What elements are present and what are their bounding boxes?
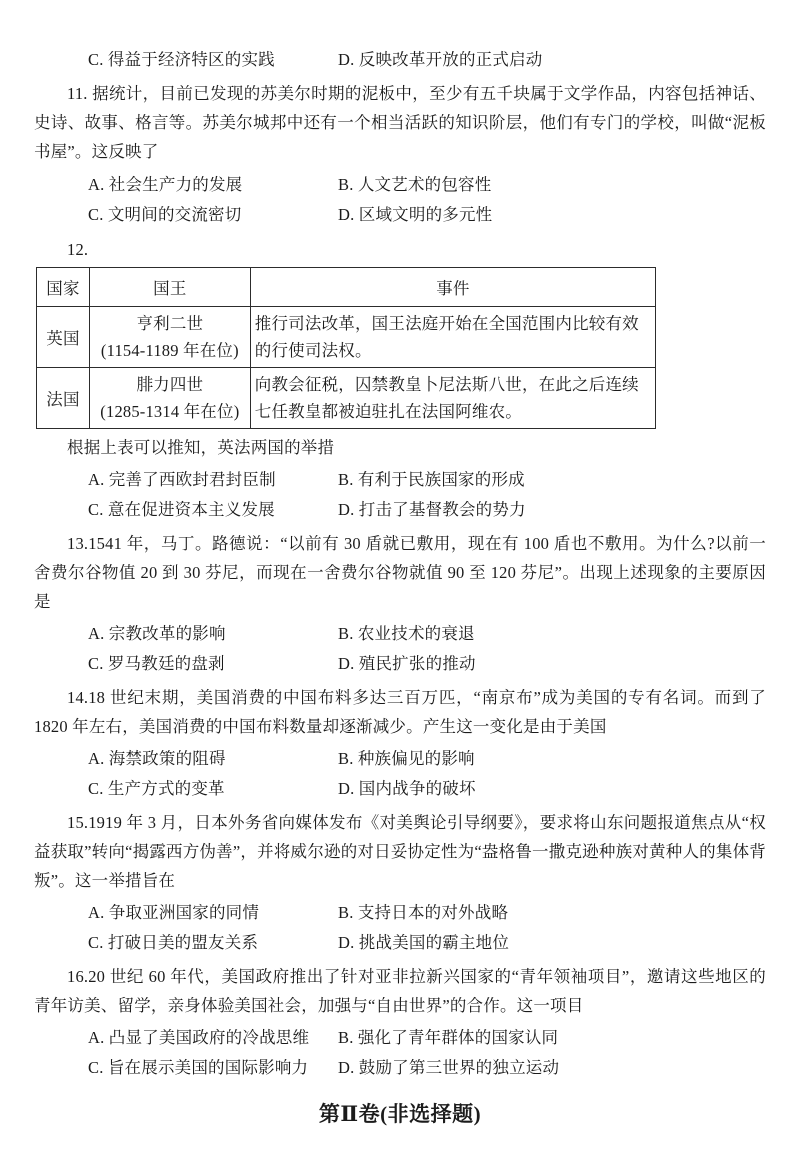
q16-option-a: A. 凸显了美国政府的冷战思维 (88, 1028, 310, 1047)
q10-option-d: D. 反映改革开放的正式启动 (338, 50, 543, 69)
q12-row1-king-name: 亨利二世 (136, 314, 204, 333)
q14-option-a: A. 海禁政策的阻碍 (88, 749, 226, 768)
q16-option-b: B. 强化了青年群体的国家认同 (338, 1028, 559, 1047)
q12-row1-king (89, 307, 250, 368)
q12-table-row-france (37, 368, 656, 429)
q11-stem: 11. 据统计，目前已发现的苏美尔时期的泥板中，至少有五千块属于文学作品，内容包括神话、史诗、故事、格言等。苏美尔城邦中还有一个相当活跃的知识阶层，他们有专门的学校，叫做“泥板书屋”。这反映了 (34, 84, 766, 161)
q12-table-header-king: 国王 (89, 268, 250, 307)
q12-label: 12. (67, 240, 89, 259)
q13-options-row-1 (34, 619, 766, 648)
q15-option-c: C. 打破日美的盟友关系 (88, 933, 259, 952)
q12-row2-event: 向教会征税，囚禁教皇卜尼法斯八世，在此之后连续七任教皇都被迫驻扎在法国阿维农。 (250, 368, 655, 429)
q12-stem: 根据上表可以推知，英法两国的举措 (67, 438, 335, 457)
q13-options-row-2 (34, 649, 766, 678)
q13-option-d: D. 殖民扩张的推动 (338, 654, 476, 673)
q15-options-row-2 (34, 928, 766, 957)
q12-option-d: D. 打击了基督教会的势力 (338, 500, 526, 519)
q16-options-row-1 (34, 1023, 766, 1052)
q16-option-c: C. 旨在展示美国的国际影响力 (88, 1058, 309, 1077)
q10-options-row (34, 45, 766, 74)
q11-option-c: C. 文明间的交流密切 (88, 205, 242, 224)
q12-option-b: B. 有利于民族国家的形成 (338, 470, 525, 489)
q12-table (36, 267, 656, 429)
q12-row2-king-name: 腓力四世 (136, 375, 204, 394)
q15-option-b: B. 支持日本的对外战略 (338, 903, 509, 922)
q12-options-row-1 (34, 465, 766, 494)
q14-options-row-2 (34, 774, 766, 803)
q15-options-row-1 (34, 898, 766, 927)
q14-options-row-1 (34, 744, 766, 773)
q11-option-d: D. 区域文明的多元性 (338, 205, 493, 224)
q15-option-a: A. 争取亚洲国家的同情 (88, 903, 260, 922)
q11-option-a: A. 社会生产力的发展 (88, 175, 243, 194)
q13-option-a: A. 宗教改革的影响 (88, 624, 226, 643)
q16-option-d: D. 鼓励了第三世界的独立运动 (338, 1058, 560, 1077)
section-2-title: 第Ⅱ卷(非选择题) (318, 1102, 482, 1126)
q12-row2-country: 法国 (37, 368, 90, 429)
q13-stem: 13.1541 年，马丁。路德说：“以前有 30 盾就已敷用，现在有 100 盾也不敷用。为什么?以前一舍费尔谷物值 20 到 30 芬尼，而现在一舍费尔谷物就值 90 至 120 芬尼”。出现上述现象的主要原因是 (34, 534, 766, 611)
q12-row1-king-reign: (1154-1189 年在位) (100, 341, 239, 360)
q13-option-c: C. 罗马教廷的盘剥 (88, 654, 225, 673)
q14-stem: 14.18 世纪末期，美国消费的中国布料多达三百万匹，“南京布”成为美国的专有名词。而到了 1820 年左右，美国消费的中国布料数量却逐渐减少。产生这一变化是由于美国 (34, 688, 766, 736)
q14-option-b: B. 种族偏见的影响 (338, 749, 475, 768)
q12-table-header-country: 国家 (37, 268, 90, 307)
q11-option-b: B. 人文艺术的包容性 (338, 175, 492, 194)
q16-stem: 16.20 世纪 60 年代，美国政府推出了针对亚非拉新兴国家的“青年领袖项目”，邀请这些地区的青年访美、留学，亲身体验美国社会，加强与“自由世界”的合作。这一项目 (34, 967, 766, 1015)
q14-option-d: D. 国内战争的破坏 (338, 779, 476, 798)
q15-stem: 15.1919 年 3 月，日本外务省向媒体发布《对美舆论引导纲要》，要求将山东问题报道焦点从“权益获取”转向“揭露西方伪善”，并将威尔逊的对日妥协定性为“盎格鲁一撒克逊种族对黄种人的集体背叛”。这一举措旨在 (34, 813, 766, 890)
q11-options-row-2 (34, 200, 766, 229)
q12-table-row-england (37, 307, 656, 368)
q14-option-c: C. 生产方式的变革 (88, 779, 225, 798)
q12-table-header-row (37, 268, 656, 307)
q12-row2-king-reign: (1285-1314 年在位) (100, 402, 240, 421)
q12-options-row-2 (34, 495, 766, 524)
q13-option-b: B. 农业技术的衰退 (338, 624, 475, 643)
q12-option-a: A. 完善了西欧封君封臣制 (88, 470, 276, 489)
q15-option-d: D. 挑战美国的霸主地位 (338, 933, 510, 952)
q12-row2-king (89, 368, 250, 429)
q12-table-header-event: 事件 (250, 268, 655, 307)
q12-row1-event: 推行司法改革，国王法庭开始在全国范围内比较有效的行使司法权。 (250, 307, 655, 368)
q11-options-row-1 (34, 170, 766, 199)
q12-row1-country: 英国 (37, 307, 90, 368)
q10-option-c: C. 得益于经济特区的实践 (88, 50, 275, 69)
q16-options-row-2 (34, 1053, 766, 1082)
q12-option-c: C. 意在促进资本主义发展 (88, 500, 275, 519)
